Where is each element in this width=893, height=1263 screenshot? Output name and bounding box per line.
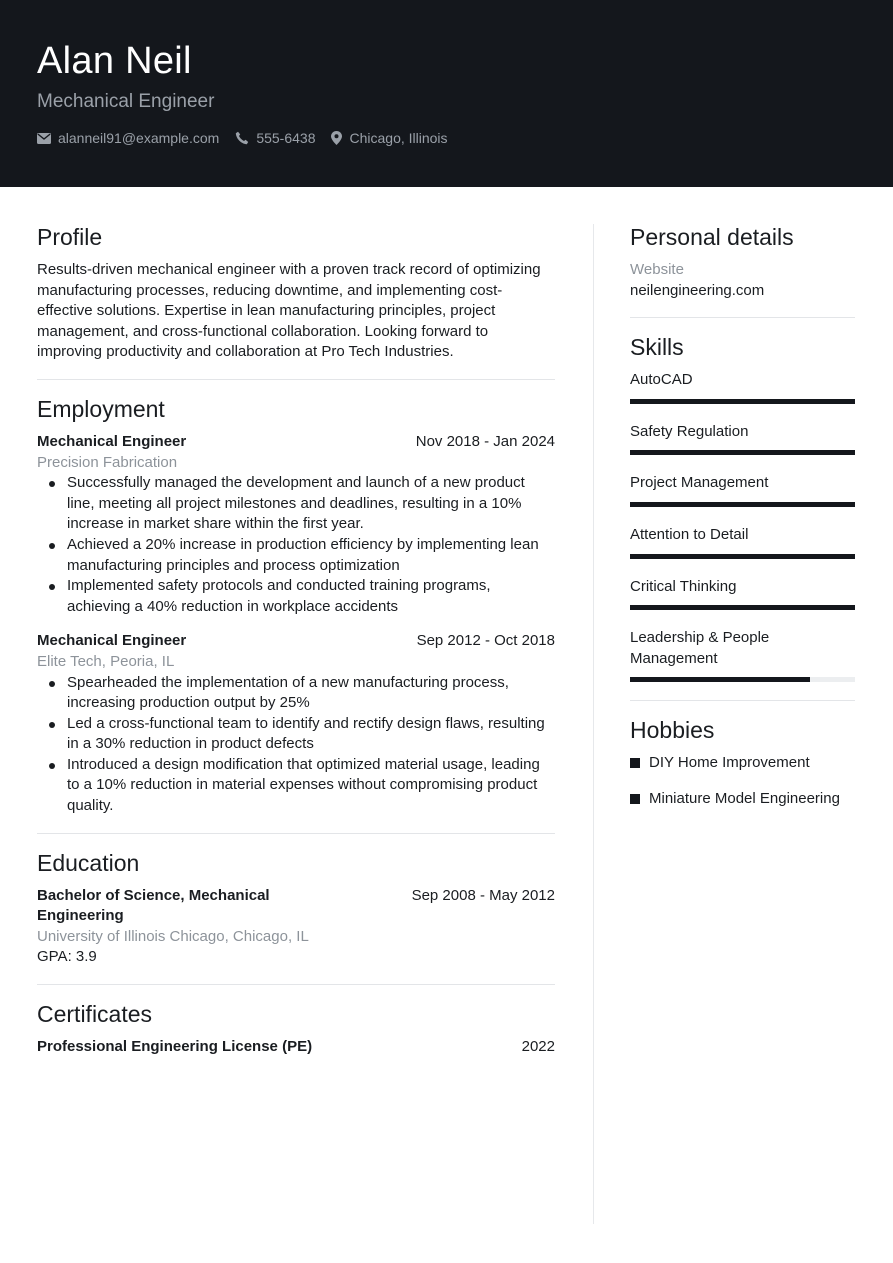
skill-name: Safety Regulation xyxy=(630,422,749,440)
profile-section xyxy=(37,222,555,363)
gpa-text: GPA: 3.9 xyxy=(37,948,97,966)
contact-phone[interactable] xyxy=(235,130,315,146)
skill-level-bar xyxy=(630,399,855,404)
contact-email-text: alanneil91@example.com xyxy=(58,130,220,146)
profile-text: Results-driven mechanical engineer with a proven track record of optimizing manufacturing processes, reducing downtime, and implementing cost-effective solutions. Expertise in lean manufacturing principles, project management, and cross-functional collaboration. Looking forward to improving productivity and collaboration at Pro Tech Industries. xyxy=(37,261,541,361)
skill-level-fill xyxy=(630,605,855,610)
section-divider xyxy=(37,833,555,834)
contact-location-text: Chicago, Illinois xyxy=(349,130,448,146)
main-column xyxy=(37,222,555,1058)
envelope-icon xyxy=(37,133,51,144)
job-bullets xyxy=(37,673,555,817)
skill-name: Leadership & People Management xyxy=(630,629,770,667)
bullet-item: Introduced a design modification that optimized material usage, leading to a 10% reduction in material expenses without compromising product quality. xyxy=(37,755,555,817)
job-entry xyxy=(37,631,555,816)
skill-item xyxy=(630,577,855,611)
hobby-item xyxy=(630,753,855,774)
section-divider xyxy=(37,379,555,380)
skill-level-fill xyxy=(630,554,855,559)
section-divider xyxy=(37,984,555,985)
hobby-item xyxy=(630,789,855,810)
certificates-section xyxy=(37,999,555,1058)
skills-list xyxy=(630,370,855,682)
skills-section xyxy=(630,332,855,682)
resume-header xyxy=(0,0,893,187)
profile-heading: Profile xyxy=(37,224,103,250)
skill-item xyxy=(630,525,855,559)
skill-level-fill xyxy=(630,502,855,507)
skill-name: Project Management xyxy=(630,474,769,492)
skill-name: Critical Thinking xyxy=(630,577,737,595)
square-bullet-icon xyxy=(630,758,640,768)
job-dates: Nov 2018 - Jan 2024 xyxy=(415,432,555,450)
skill-name: AutoCAD xyxy=(630,371,693,389)
job-title: Mechanical Engineer xyxy=(37,432,187,450)
skill-item xyxy=(630,422,855,456)
skill-level-bar xyxy=(630,554,855,559)
skill-level-bar xyxy=(630,450,855,455)
section-divider xyxy=(630,700,855,701)
candidate-name: Alan Neil xyxy=(37,40,192,82)
hobby-text: Miniature Model Engineering xyxy=(649,789,840,807)
job-bullets xyxy=(37,473,555,617)
section-divider xyxy=(630,317,855,318)
contact-phone-text: 555-6438 xyxy=(256,130,316,146)
bullet-item: Led a cross-functional team to identify and rectify design flaws, resulting in a 30% reduction in product defects xyxy=(37,714,555,755)
degree-title: Bachelor of Science, Mechanical Engineering xyxy=(37,886,270,925)
skill-item xyxy=(630,370,855,404)
education-dates: Sep 2008 - May 2012 xyxy=(411,886,555,904)
bullet-item: Spearheaded the implementation of a new manufacturing process, increasing production output by 25% xyxy=(37,673,555,714)
job-dates: Sep 2012 - Oct 2018 xyxy=(416,632,555,650)
website-link[interactable]: neilengineering.com xyxy=(630,281,765,299)
contact-location xyxy=(331,130,447,146)
bullet-item: Implemented safety protocols and conducted training programs, achieving a 40% reduction in workplace accidents xyxy=(37,576,555,617)
hobby-text: DIY Home Improvement xyxy=(649,754,810,772)
job-title: Mechanical Engineer xyxy=(37,632,187,650)
employment-section xyxy=(37,394,555,817)
education-section xyxy=(37,848,555,968)
job-organization: Precision Fabrication xyxy=(37,453,178,471)
candidate-role: Mechanical Engineer xyxy=(37,91,215,112)
skill-name: Attention to Detail xyxy=(630,525,749,543)
contact-email[interactable] xyxy=(37,130,219,146)
skill-level-fill xyxy=(630,677,810,682)
skill-level-fill xyxy=(630,450,855,455)
employment-heading: Employment xyxy=(37,395,165,422)
skills-heading: Skills xyxy=(630,334,684,361)
school-name: University of Illinois Chicago, Chicago, IL xyxy=(37,927,309,945)
skill-item xyxy=(630,473,855,507)
education-heading: Education xyxy=(37,849,140,876)
bullet-item: Successfully managed the development and launch of a new product line, meeting all project milestones and deadlines, resulting in a 10% increase in market share within the first year. xyxy=(37,473,555,535)
skill-level-fill xyxy=(630,399,855,404)
job-entry xyxy=(37,432,555,617)
website-label: Website xyxy=(630,261,684,278)
contact-row xyxy=(37,130,464,146)
square-bullet-icon xyxy=(630,794,640,804)
skill-level-bar xyxy=(630,677,855,682)
skill-level-bar xyxy=(630,605,855,610)
personal-details-heading: Personal details xyxy=(630,224,794,250)
side-column xyxy=(630,222,855,825)
bullet-item: Achieved a 20% increase in production efficiency by implementing lean manufacturing principles and process optimization xyxy=(37,535,555,576)
skill-item xyxy=(630,628,855,682)
hobbies-section xyxy=(630,715,855,809)
certificate-name: Professional Engineering License (PE) xyxy=(37,1038,313,1056)
job-organization: Elite Tech, Peoria, IL xyxy=(37,652,175,670)
location-pin-icon xyxy=(331,131,342,145)
column-divider xyxy=(593,224,594,1224)
certificate-year: 2022 xyxy=(521,1038,555,1056)
hobbies-heading: Hobbies xyxy=(630,717,715,744)
certificates-heading: Certificates xyxy=(37,1001,153,1028)
skill-level-bar xyxy=(630,502,855,507)
phone-icon xyxy=(235,131,249,145)
personal-details-section xyxy=(630,222,855,301)
